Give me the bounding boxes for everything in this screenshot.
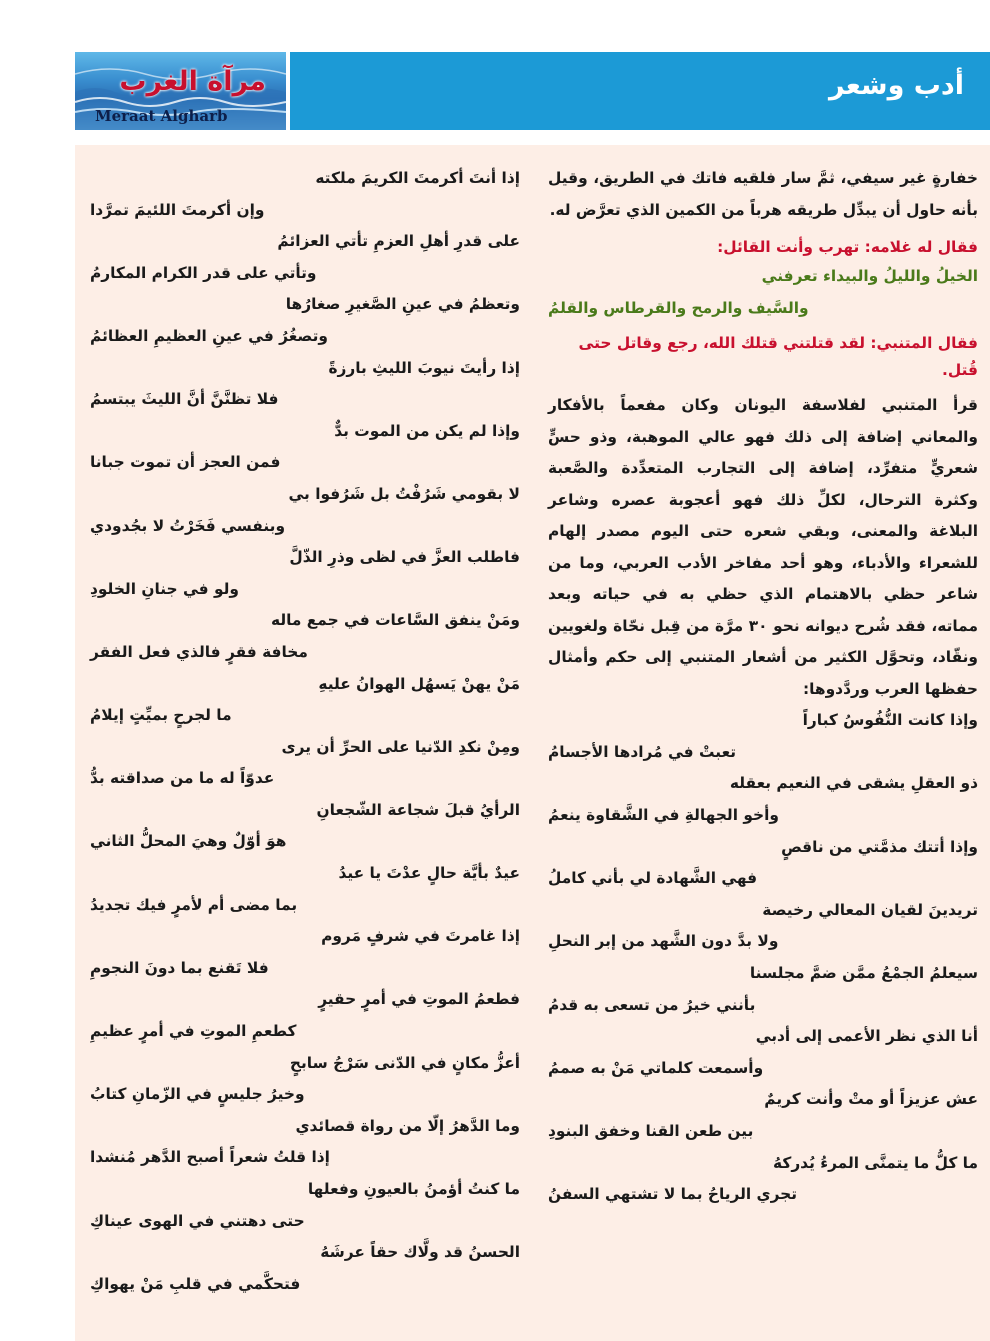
verse-second-hemistich: فمن العجز أن تموت جبانا [90, 453, 281, 472]
verse-first-hemistich: مَنْ يهنْ يَسهُل الهوانُ عليهِ [318, 674, 520, 693]
body-paragraph: قرأ المتنبي لفلاسفة اليونان وكان مفعماً بالأفكار والمعاني إضافة إلى ذلك فهو عالي الموهبة، وذو حسٍّ شعريٍّ متفرِّد، إضافة إلى التجارب المتعدِّدة والصَّعبة وكثرة الترحال، لكلِّ ذلك فهو أعجوبة عصره وشاعر البلاغة والمعنى، وبقي شعره حتى اليوم مصدر إلهام للشعراء والأدباء، وهو أحد مفاخر الأدب العربي، وما من شاعر حظي بالاهتمام الذي حظي به في حياته وبعد مماته، فقد شُرح ديوانه نحو ٣٠ مرَّة من قِبل نحّاة ولغويين ونقّاد، وتحوَّل الكثير من أشعار المتنبي إلى حكم وأمثال حفظها العرب وردَّدوها: [548, 396, 978, 698]
verse-first-hemistich: إذا أنتَ أكرمتَ الكريمَ ملكته [315, 169, 520, 187]
verse-second-hemistich: ما لجرحٍ بميِّتٍ إيلامُ [90, 706, 232, 725]
verse-first-hemistich: عش عزيزاً أو متْ وأنت كريمٌ [764, 1090, 978, 1109]
right-column [548, 163, 978, 1211]
verse-second-hemistich: تعبتْ في مُرادها الأجسامُ [548, 742, 737, 761]
verse-first-hemistich: أنا الذي نظر الأعمى إلى أدبي [755, 1027, 978, 1046]
verse-second-hemistich: فهي الشَّهادة لي بأني كاملُ [548, 869, 758, 888]
verse-first-hemistich: وما الدَّهرُ إلّا من رواة قصائدي [295, 1116, 520, 1135]
verse-second-hemistich: وتأتي على قدر الكرام المكارمُ [90, 263, 317, 282]
verse-first-hemistich: وإذا لم يكن من الموت بدٌّ [334, 421, 520, 440]
verse-second-hemistich: ولا بدَّ دون الشَّهد من إبر النحلِ [548, 932, 779, 951]
section-title: أدب وشعر [828, 70, 964, 101]
verse-second-hemistich: كطعمِ الموتِ في أمرٍ عظيمِ [90, 1022, 297, 1041]
verse-first-hemistich: ما كلُّ ما يتمنَّى المرءُ يُدركهُ [773, 1153, 978, 1172]
logo-divider [286, 52, 290, 130]
verse-second-hemistich: فتحكَّمي في قلبِ مَنْ يهواكِ [90, 1274, 301, 1293]
verse-first-hemistich: سيعلمُ الجمْعُ ممَّن ضمَّ مجلسنا [749, 963, 978, 982]
verse-second-hemistich: حتى دهتني في الهوى عيناكِ [90, 1211, 305, 1230]
verse-first-hemistich: تريدينَ لقيان المعالي رخيصة [762, 900, 978, 919]
verse-first-hemistich: ما كنتُ أؤمنُ بالعيونِ وفعلها [307, 1180, 520, 1198]
left-column [90, 163, 520, 1300]
verse-first-hemistich: فطعمُ الموتِ في أمرٍ حقيرٍ [318, 990, 520, 1009]
verse-first-hemistich: وإذا كانت النُّفُوسُ كباراً [802, 711, 978, 730]
verse-second-hemistich: مخافة فقرٍ فالذي فعل الفقر [90, 642, 308, 661]
verse-second-hemistich: وأسمعت كلماتي مَنْ به صممُ [548, 1058, 764, 1077]
verse-second-hemistich: عدوّاً له ما من صداقته بدُّ [90, 769, 275, 788]
verse-second-hemistich: وإن أكرمتَ اللئيمَ تمرَّدا [90, 200, 265, 219]
verse-first-hemistich: ذو العقلِ يشقى في النعيم بعقله [729, 774, 978, 793]
verse-second-hemistich: إذا قلتُ شعراً أصبح الدَّهر مُنشدا [90, 1148, 330, 1167]
verse-first-hemistich: ومِنْ نكدِ الدّنيا على الحرِّ أن يرى [281, 737, 520, 756]
logo-arabic-text: مرآة الغرب [119, 66, 266, 97]
servant-label: فقال له غلامه: تهرب وأنت القائل: [717, 238, 978, 256]
verse-second-hemistich: فلا تَقنع بما دونَ النجومِ [90, 958, 269, 977]
verse-first-hemistich: لا بقومي شَرُفْتُ بل شَرُفوا بي [288, 484, 520, 503]
intro-paragraph: خفارةٍ غير سيفي، ثمَّ سار فلقيه فاتك في الطريق، وقيل بأنه حاول أن يبدِّل طريقه هرباً من الكمين الذي تعرَّض له. [548, 169, 978, 219]
verse-first-hemistich: الرأيُ قبلَ شجاعة الشّجعانِ [316, 800, 520, 819]
verse-second-hemistich: ولو في جنانِ الخلودِ [90, 579, 239, 598]
verse-second-hemistich: وتصغُرُ في عينِ العظيمِ العظائمُ [90, 326, 328, 345]
verse-second-hemistich: بأنني خيرُ من تسعى به قدمُ [548, 995, 756, 1014]
verse-first-hemistich: وإذا أتتك مذمَّتي من ناقصٍ [781, 837, 978, 856]
servant-verse-second: والسَّيف والرمح والقرطاس والقلمُ [548, 298, 809, 317]
verse-first-hemistich: أعزُّ مكانٍ في الدّنى سَرْجُ سابحٍ [289, 1053, 520, 1072]
verse-first-hemistich: عيدٌ بأيَّة حالٍ عدْتَ يا عيدُ [338, 864, 520, 883]
verse-second-hemistich: بين طعن القنا وخفق البنودِ [548, 1121, 754, 1140]
verse-second-hemistich: بما مضى أم لأمرٍ فيك تجديدُ [90, 895, 298, 914]
verse-first-hemistich: وتعظمُ في عينِ الصَّغيرِ صغارُها [285, 295, 520, 314]
verse-first-hemistich: على قدرِ أهلِ العزمِ تأتي العزائمُ [277, 232, 520, 251]
verse-second-hemistich: وأخو الجهالةِ في الشَّقاوة ينعمُ [548, 805, 779, 824]
logo-english-text: Meraat Algharb [95, 107, 228, 125]
logo [75, 52, 286, 130]
verse-second-hemistich: تجري الرياحُ بما لا تشتهي السفنُ [548, 1185, 798, 1204]
servant-verse-first: الخيلُ والليلُ والبيداء تعرفني [761, 267, 978, 285]
verse-second-hemistich: هوَ أوّلٌ وهيَ المحلُّ الثاني [90, 832, 287, 851]
verse-second-hemistich: فلا تظنَّنَّ أنَّ الليثَ يبتسمُ [90, 390, 279, 409]
right-verses [548, 705, 978, 1211]
verse-first-hemistich: فاطلب العزَّ في لظى وذرِ الذّلَّ [289, 548, 520, 567]
mutanabbi-reply: فقال المتنبي: لقد قتلتني قتلك الله، رجع وقاتل حتى قُتل. [578, 334, 978, 380]
verse-first-hemistich: إذا غامرتَ في شرفٍ مَروم [321, 927, 520, 946]
verse-second-hemistich: وخيرُ جليسٍ في الزّمانِ كتابُ [90, 1085, 305, 1104]
verse-first-hemistich: الحسنُ قد ولَّاك حقاً عرشَهُ [320, 1243, 520, 1262]
verse-first-hemistich: ومَنْ ينفق السَّاعات في جمع ماله [271, 611, 520, 630]
verse-first-hemistich: إذا رأيتَ نيوبَ الليثِ بارزةً [328, 358, 520, 377]
verse-second-hemistich: وبنفسي فَخَرْتُ لا بجُدودي [90, 516, 286, 535]
